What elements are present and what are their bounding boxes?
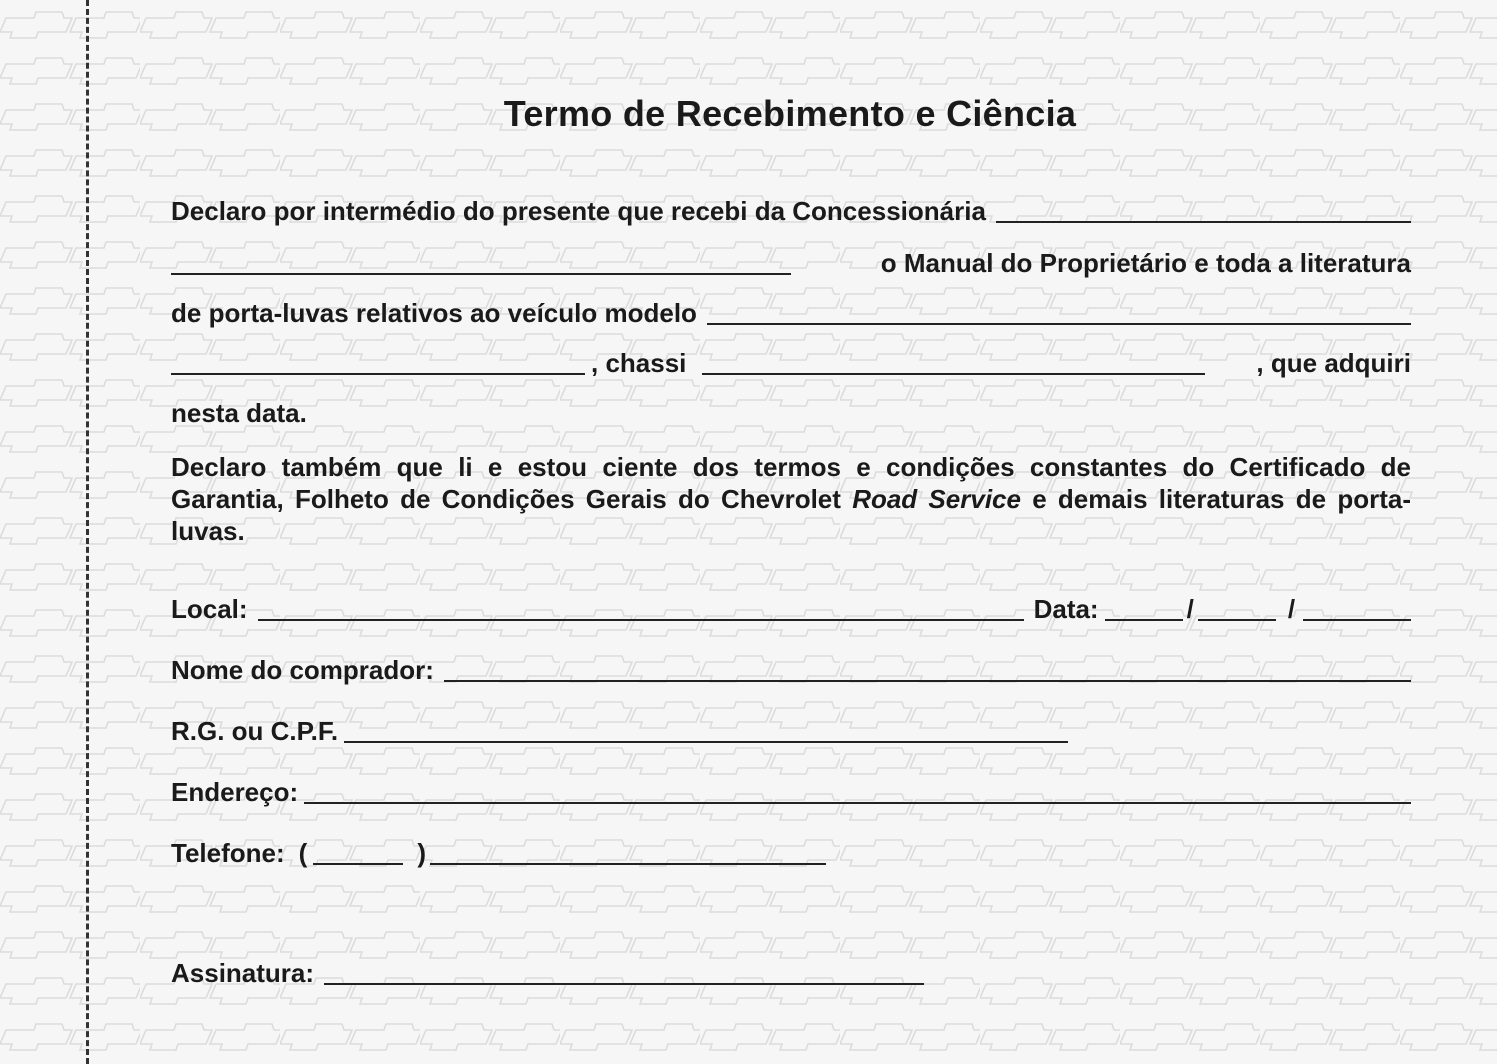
assinatura-label: Assinatura:: [171, 958, 315, 988]
nome-field[interactable]: [444, 654, 1411, 682]
declaration-line-5: [171, 395, 1411, 429]
chassi-field[interactable]: [702, 347, 1205, 375]
paren-open: (: [298, 838, 308, 868]
telefone-ddd-field[interactable]: [313, 837, 403, 865]
assinatura-row: [171, 955, 1411, 989]
endereco-row: [171, 774, 1411, 808]
document-title: Termo de Recebimento e Ciência: [503, 93, 1077, 134]
road-service-emphasis: Road Service: [852, 484, 1021, 514]
declaration-line-2: [171, 245, 1411, 279]
chassi-label: , chassi: [591, 348, 687, 378]
declaration-text-2: o Manual do Proprietário e toda a literatura: [880, 248, 1411, 278]
local-label: Local:: [171, 594, 248, 624]
acknowledgement-text-1: Declaro também que li e estou ciente dos termos e condições constantes do Certificado de Garantia, Folheto de Condições Gerais do Chevrolet: [171, 452, 1411, 514]
declaration-line-1: [171, 193, 1411, 227]
concessionaria-field[interactable]: [996, 195, 1411, 223]
local-data-row: [171, 591, 1411, 625]
declaration-line-4: [171, 345, 1411, 379]
declaration-text-4: , que adquiri: [1256, 348, 1411, 378]
date-separator-2: /: [1287, 594, 1296, 624]
endereco-label: Endereço:: [171, 777, 299, 807]
concessionaria-continuation-field[interactable]: [171, 247, 791, 275]
data-label: Data:: [1033, 594, 1099, 624]
declaration-line-3: [171, 295, 1411, 329]
telefone-label: Telefone:: [171, 838, 285, 868]
declaration-text-5: nesta data.: [171, 398, 307, 428]
endereco-field[interactable]: [304, 776, 1411, 804]
acknowledgement-text-2: e demais literaturas de porta-luvas.: [171, 484, 1411, 546]
declaration-text-3: de porta-luvas relativos ao veículo modelo: [171, 298, 697, 328]
local-field[interactable]: [258, 593, 1024, 621]
date-separator-1: /: [1186, 594, 1194, 624]
acknowledgement-paragraph: [171, 451, 1411, 547]
paren-close: ): [417, 838, 426, 868]
perforation-cut-line: [86, 0, 89, 1064]
date-day-field[interactable]: [1105, 593, 1183, 621]
modelo-continuation-field[interactable]: [171, 347, 585, 375]
rg-row: [171, 713, 1411, 747]
assinatura-field[interactable]: [324, 957, 924, 985]
nome-label: Nome do comprador:: [171, 655, 434, 685]
date-year-field[interactable]: [1303, 593, 1411, 621]
rg-label: R.G. ou C.P.F.: [171, 716, 339, 746]
declaration-text-1: Declaro por intermédio do presente que recebi da Concessionária: [171, 196, 986, 226]
date-month-field[interactable]: [1198, 593, 1276, 621]
telefone-row: [171, 835, 1411, 869]
nome-row: [171, 652, 1411, 686]
telefone-number-field[interactable]: [430, 837, 826, 865]
modelo-field[interactable]: [707, 297, 1411, 325]
rg-field[interactable]: [344, 715, 1068, 743]
